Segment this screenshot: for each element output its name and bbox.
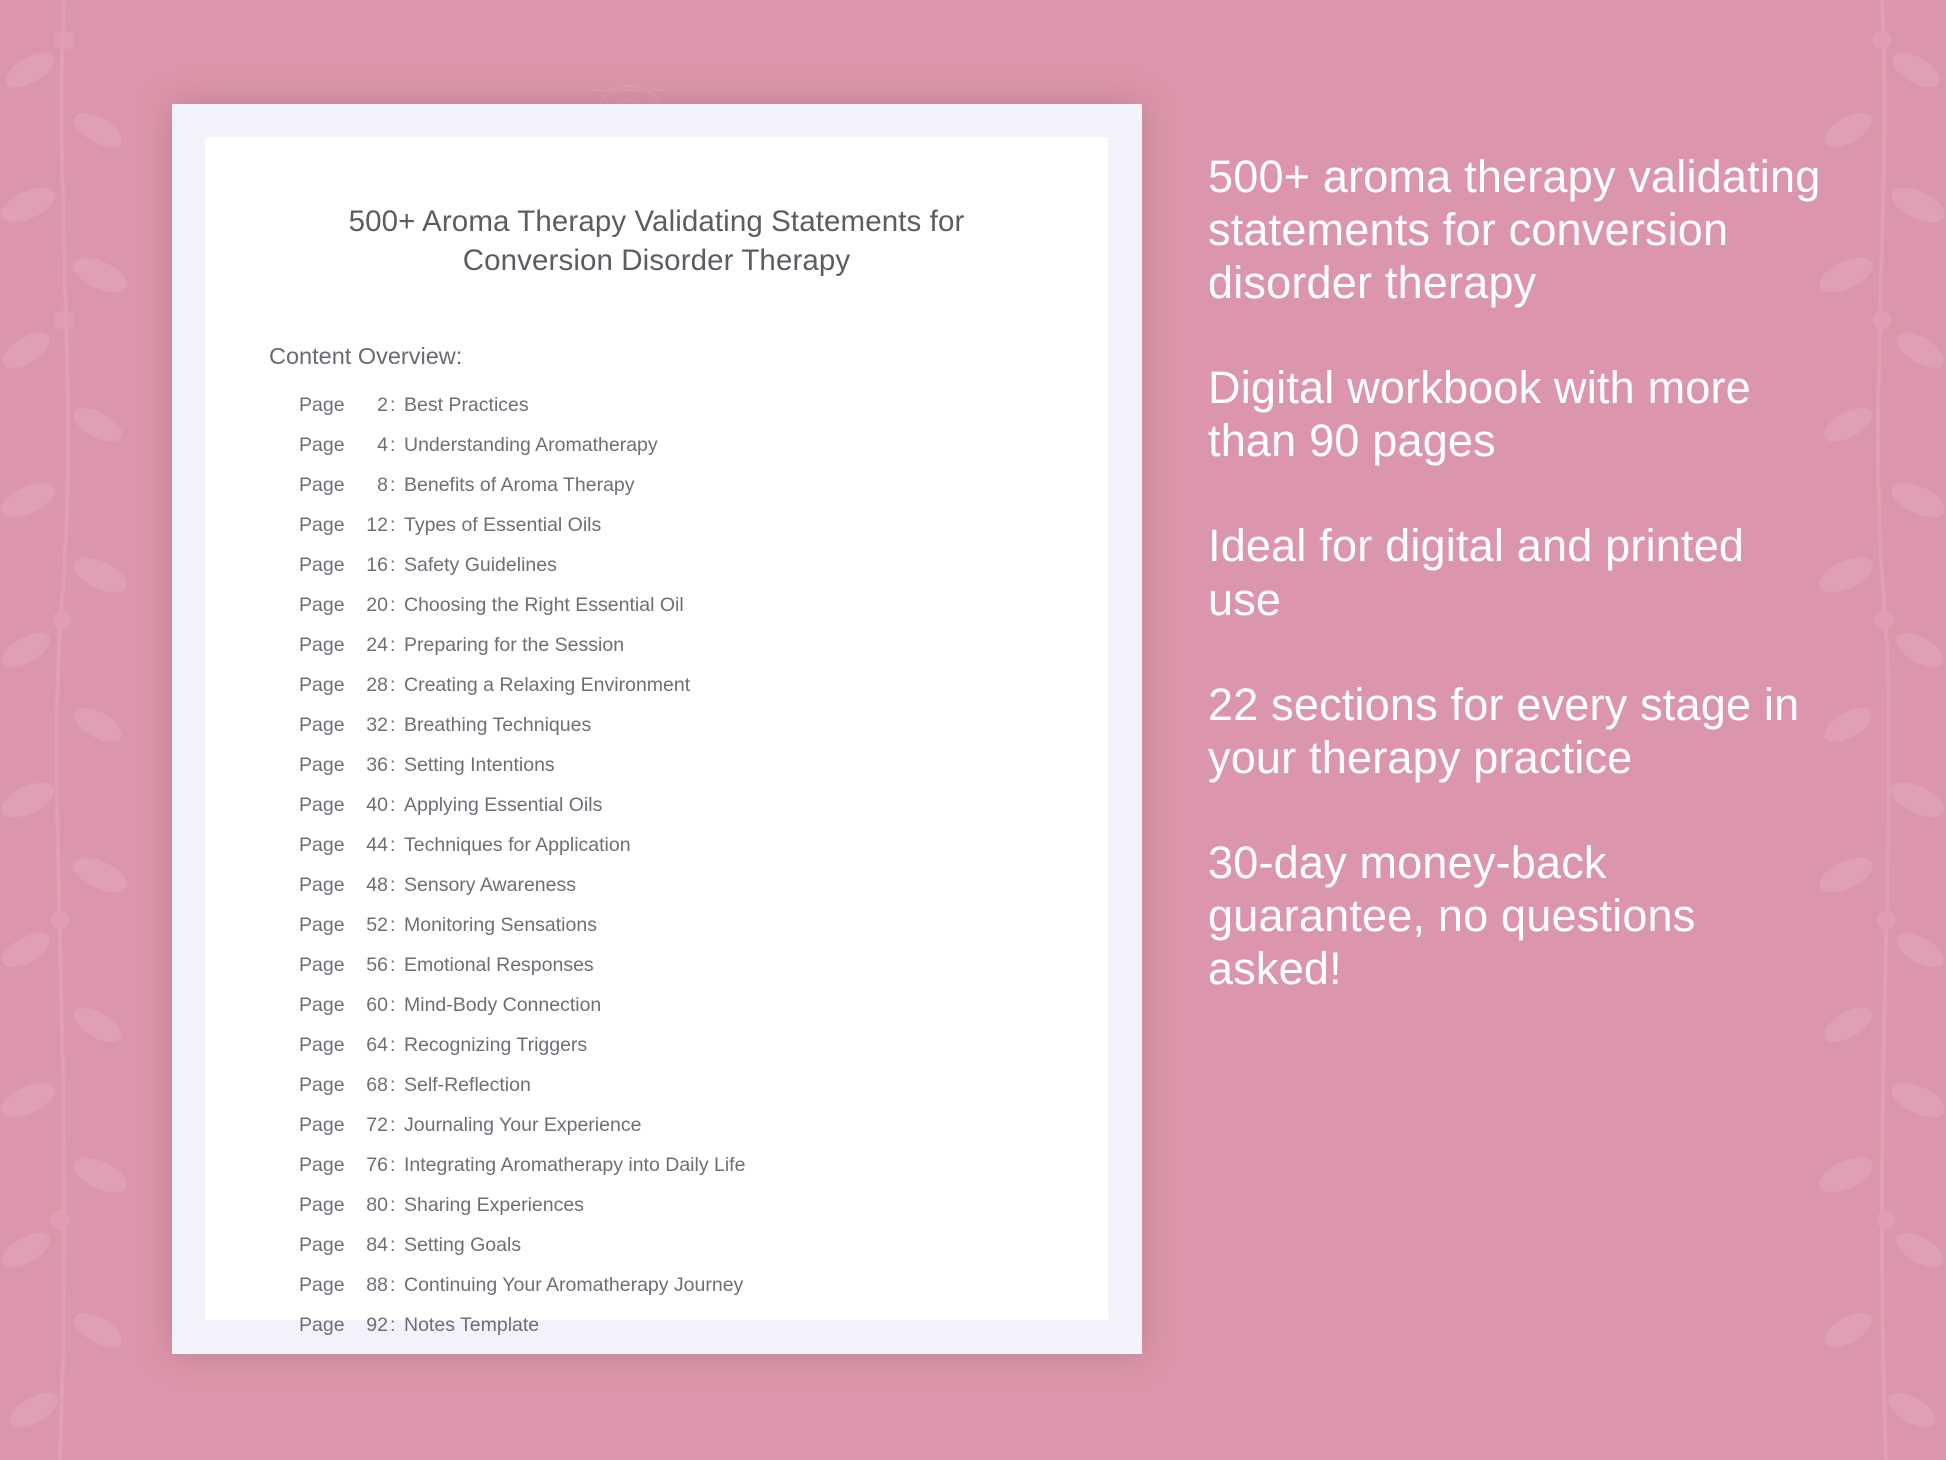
toc-entry-page-number: 36 — [366, 753, 388, 776]
toc-entry-separator: : — [390, 873, 396, 896]
toc-entry[interactable] — [299, 673, 1050, 696]
toc-entry-title: Mind-Body Connection — [404, 993, 602, 1016]
marketing-copy-block: 500+ aroma therapy validating statements for conversion disorder therapy — [1208, 151, 1821, 309]
toc-entry-page-number: 44 — [366, 833, 388, 856]
toc-entry-page-label: Page — [299, 473, 345, 496]
toc-entry-page-label: Page — [299, 873, 345, 896]
toc-entry-title: Best Practices — [404, 393, 529, 416]
marketing-copy-block: 30-day money-back guarantee, no questions asked! — [1208, 836, 1696, 995]
toc-entry-page-label: Page — [299, 553, 345, 576]
toc-entry-page-number: 72 — [366, 1113, 388, 1136]
toc-entry-separator: : — [390, 633, 396, 656]
toc-entry-title: Applying Essential Oils — [404, 793, 603, 816]
toc-entry[interactable] — [299, 393, 1050, 416]
document-title: 500+ Aroma Therapy Validating Statements for Conversion Disorder Therapy — [348, 205, 965, 277]
toc-entry-page-number: 84 — [366, 1233, 388, 1256]
toc-entry-page-label: Page — [299, 433, 345, 456]
toc-entry-page-label: Page — [299, 1193, 345, 1216]
toc-entry-title: Breathing Techniques — [404, 713, 592, 736]
toc-entry-page-number: 52 — [366, 913, 388, 936]
toc-entry-page-number: 48 — [366, 873, 388, 896]
toc-entry-title: Sharing Experiences — [404, 1193, 584, 1216]
toc-entry[interactable] — [299, 593, 1050, 616]
toc-entry[interactable] — [299, 1073, 1050, 1096]
toc-entry-separator: : — [390, 393, 396, 416]
toc-entry-title: Sensory Awareness — [404, 873, 576, 896]
toc-entry-separator: : — [390, 1033, 396, 1056]
toc-entry-page-number: 20 — [366, 593, 388, 616]
toc-entry[interactable] — [299, 1313, 1050, 1336]
toc-entry-separator: : — [390, 1233, 396, 1256]
toc-entry-separator: : — [390, 753, 396, 776]
toc-entry-separator: : — [390, 433, 396, 456]
toc-entry-title: Notes Template — [404, 1313, 540, 1336]
toc-entry[interactable] — [299, 633, 1050, 656]
toc-entry-page-label: Page — [299, 1313, 345, 1336]
document-page — [205, 137, 1108, 1336]
toc-entry-page-label: Page — [299, 393, 345, 416]
toc-entry[interactable] — [299, 1193, 1050, 1216]
toc-entry[interactable] — [299, 833, 1050, 856]
toc-entry-page-number: 4 — [377, 433, 388, 456]
toc-entry-separator: : — [390, 1193, 396, 1216]
toc-entry[interactable] — [299, 1233, 1050, 1256]
toc-entry[interactable] — [299, 753, 1050, 776]
toc-entry-title: Understanding Aromatherapy — [404, 433, 658, 456]
marketing-copy-block: 22 sections for every stage in your therapy practice — [1208, 678, 1800, 783]
toc-entry-separator: : — [390, 953, 396, 976]
toc-entry-page-number: 68 — [366, 1073, 388, 1096]
toc-entry-page-number: 12 — [366, 513, 388, 536]
toc-entry-separator: : — [390, 833, 396, 856]
toc-entry-title: Preparing for the Session — [404, 633, 625, 656]
toc-entry[interactable] — [299, 953, 1050, 976]
toc-entry-page-number: 56 — [366, 953, 388, 976]
toc-entry-separator: : — [390, 713, 396, 736]
toc-entry-page-number: 76 — [366, 1153, 388, 1176]
toc-entry-title: Choosing the Right Essential Oil — [404, 593, 684, 616]
toc-entry-page-label: Page — [299, 593, 345, 616]
toc-entry-page-label: Page — [299, 753, 345, 776]
toc-entry-page-number: 64 — [366, 1033, 388, 1056]
toc-entry-page-number: 40 — [366, 793, 388, 816]
toc-entry-page-label: Page — [299, 833, 345, 856]
toc-entry-separator: : — [390, 1273, 396, 1296]
marketing-copy — [1208, 150, 1828, 995]
toc-entry[interactable] — [299, 1273, 1050, 1296]
toc-entry-title: Continuing Your Aromatherapy Journey — [404, 1273, 744, 1296]
toc-entry[interactable] — [299, 473, 1050, 496]
toc-entry-title: Self-Reflection — [404, 1073, 531, 1096]
toc-entry-page-label: Page — [299, 793, 345, 816]
toc-entry-page-number: 16 — [366, 553, 388, 576]
toc-entry[interactable] — [299, 913, 1050, 936]
toc-entry-page-number: 80 — [366, 1193, 388, 1216]
toc-entry-separator: : — [390, 553, 396, 576]
toc-entry-page-label: Page — [299, 633, 345, 656]
toc-entry-page-number: 2 — [377, 393, 388, 416]
toc-entry-separator: : — [390, 473, 396, 496]
toc-entry-page-number: 32 — [366, 713, 388, 736]
toc-entry[interactable] — [299, 553, 1050, 576]
toc-entry[interactable] — [299, 1113, 1050, 1136]
toc-entry[interactable] — [299, 433, 1050, 456]
toc-entry-title: Safety Guidelines — [404, 553, 557, 576]
marketing-copy-block: Digital workbook with more than 90 pages — [1208, 362, 1751, 467]
toc-entry-separator: : — [390, 673, 396, 696]
toc-entry-page-label: Page — [299, 673, 345, 696]
toc-entry-page-number: 24 — [366, 633, 388, 656]
content-overview-heading: Content Overview: — [269, 342, 463, 369]
toc-entry[interactable] — [299, 513, 1050, 536]
toc-entry-page-label: Page — [299, 1113, 345, 1136]
toc-entry-page-label: Page — [299, 993, 345, 1016]
toc-entry[interactable] — [299, 1153, 1050, 1176]
toc-entry-page-label: Page — [299, 1073, 345, 1096]
marketing-copy-block: Ideal for digital and printed use — [1208, 520, 1745, 625]
toc-entry[interactable] — [299, 713, 1050, 736]
toc-entry-page-label: Page — [299, 913, 345, 936]
toc-entry-page-number: 60 — [366, 993, 388, 1016]
toc-entry-separator: : — [390, 793, 396, 816]
toc-entry[interactable] — [299, 993, 1050, 1016]
toc-entry-separator: : — [390, 913, 396, 936]
toc-entry-separator: : — [390, 1113, 396, 1136]
toc-entry-title: Benefits of Aroma Therapy — [404, 473, 635, 496]
toc-entry-separator: : — [390, 1313, 396, 1336]
table-of-contents — [299, 393, 1050, 1336]
toc-entry-separator: : — [390, 1153, 396, 1176]
toc-entry[interactable] — [299, 1033, 1050, 1056]
toc-entry-page-label: Page — [299, 713, 345, 736]
toc-entry-page-label: Page — [299, 1273, 345, 1296]
floral-vine-left-icon — [0, 0, 144, 1460]
toc-entry-title: Setting Intentions — [404, 753, 555, 776]
toc-entry-separator: : — [390, 993, 396, 1016]
toc-entry-page-label: Page — [299, 1233, 345, 1256]
toc-entry-page-label: Page — [299, 1033, 345, 1056]
toc-entry-page-number: 92 — [366, 1313, 388, 1336]
toc-entry-title: Journaling Your Experience — [404, 1113, 642, 1136]
toc-entry-title: Techniques for Application — [404, 833, 631, 856]
toc-entry-title: Types of Essential Oils — [404, 513, 602, 536]
toc-entry-page-label: Page — [299, 1153, 345, 1176]
toc-entry[interactable] — [299, 873, 1050, 896]
toc-entry-title: Recognizing Triggers — [404, 1033, 588, 1056]
toc-entry-title: Setting Goals — [404, 1233, 522, 1256]
toc-entry-separator: : — [390, 1073, 396, 1096]
toc-entry-page-label: Page — [299, 513, 345, 536]
toc-entry-separator: : — [390, 593, 396, 616]
toc-entry[interactable] — [299, 793, 1050, 816]
toc-entry-title: Monitoring Sensations — [404, 913, 597, 936]
toc-entry-page-label: Page — [299, 953, 345, 976]
toc-entry-title: Integrating Aromatherapy into Daily Life — [404, 1153, 746, 1176]
toc-entry-title: Creating a Relaxing Environment — [404, 673, 691, 696]
toc-entry-page-number: 88 — [366, 1273, 388, 1296]
toc-entry-page-number: 8 — [377, 473, 388, 496]
toc-entry-title: Emotional Responses — [404, 953, 594, 976]
toc-entry-page-number: 28 — [366, 673, 388, 696]
toc-entry-separator: : — [390, 513, 396, 536]
